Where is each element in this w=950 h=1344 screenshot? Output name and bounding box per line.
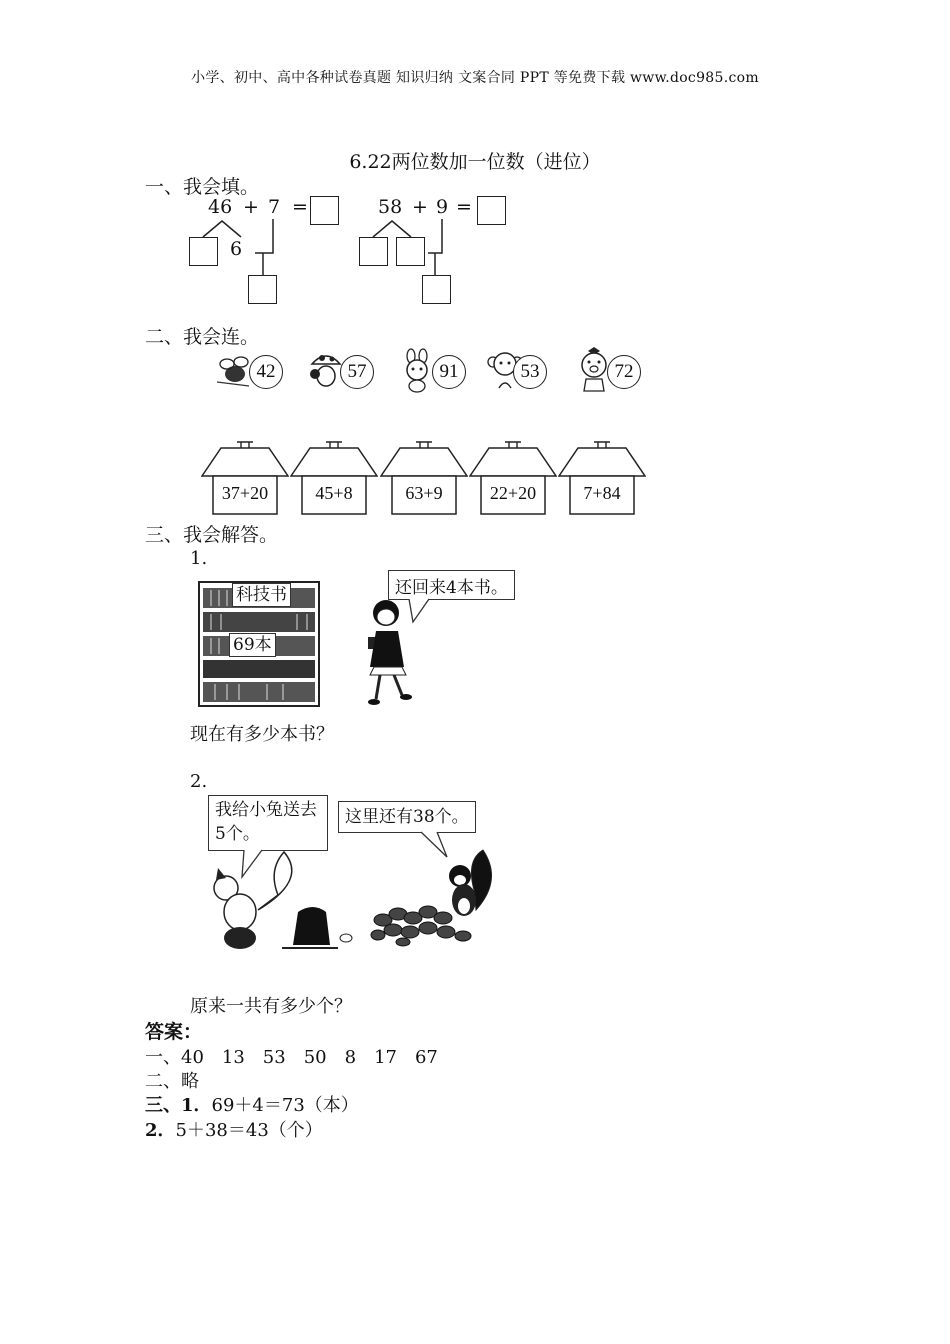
- bee-animal-icon: [213, 352, 253, 392]
- rabbit-animal-icon: [398, 348, 436, 394]
- problem1-sum-box[interactable]: [248, 275, 277, 304]
- problem1-op: +: [243, 196, 259, 218]
- answers-line-3: [145, 1091, 359, 1117]
- problem1-b: 7: [268, 196, 281, 218]
- problem2-a: 58: [378, 196, 403, 218]
- problem2-b: 9: [436, 196, 449, 218]
- problem1-split-box[interactable]: [189, 237, 218, 266]
- answers-line-4-text: 5＋38＝43（个）: [175, 1120, 323, 1141]
- page-title: 6.22两位数加一位数（进位）: [349, 151, 601, 173]
- q2-speech-bubble-right: 这里还有38个。: [338, 801, 476, 833]
- answers-line-4: [145, 1116, 323, 1142]
- answers-line-3-prefix: 三、1．: [145, 1095, 212, 1116]
- q1-bubble-tail: [405, 598, 435, 626]
- house-label-2[interactable]: 45+8: [315, 483, 353, 503]
- number-ball-5[interactable]: 72: [607, 355, 641, 389]
- squirrels-and-pinecones-illustration: [198, 840, 498, 955]
- house-icon-4: [469, 440, 557, 518]
- problem2-eq: =: [456, 196, 472, 218]
- problem1-eq: =: [292, 196, 308, 218]
- q1-number: 1.: [190, 548, 208, 569]
- problem2-answer-box[interactable]: [477, 196, 506, 225]
- q2-question: 原来一共有多少个？: [190, 996, 352, 1017]
- number-ball-1[interactable]: 42: [249, 355, 283, 389]
- q2-number: 2.: [190, 771, 208, 792]
- number-ball-4[interactable]: 53: [513, 355, 547, 389]
- house-label-3[interactable]: 63+9: [405, 483, 443, 503]
- number-ball-2[interactable]: 57: [340, 355, 374, 389]
- house-icon-1: [201, 440, 289, 518]
- problem2-sum-box[interactable]: [422, 275, 451, 304]
- answers-line-2: 二、略: [145, 1071, 199, 1092]
- problem2-split-box-1[interactable]: [359, 237, 388, 266]
- number-ball-3[interactable]: 91: [432, 355, 466, 389]
- house-icon-3: [380, 440, 468, 518]
- problem2-op: +: [412, 196, 428, 218]
- answers-line-3-text: 69＋4＝73（本）: [211, 1095, 359, 1116]
- section2-heading: 二、我会连。: [145, 326, 260, 348]
- answers-heading: 答案：: [145, 1021, 203, 1043]
- problem1-split-shown: 6: [230, 238, 243, 260]
- page-header: 小学、初中、高中各种试卷真题 知识归纳 文案合同 PPT 等免费下载 www.doc985.com: [191, 70, 759, 86]
- section1-heading: 一、我会填。: [145, 176, 260, 198]
- shelf-count: 69本: [229, 633, 276, 657]
- q1-speech-bubble: 还回来4本书。: [388, 570, 515, 600]
- problem1-a: 46: [208, 196, 233, 218]
- house-label-1[interactable]: 37+20: [221, 483, 269, 503]
- section3-heading: 三、我会解答。: [145, 524, 279, 546]
- house-label-4[interactable]: 22+20: [489, 483, 537, 503]
- house-icon-5: [558, 440, 646, 518]
- house-label-5[interactable]: 7+84: [583, 483, 621, 503]
- answers-line-1: 一、40 13 53 50 8 17 67: [145, 1047, 438, 1068]
- answers-line-4-prefix: 2．: [145, 1120, 176, 1141]
- q1-question: 现在有多少本书？: [190, 724, 334, 745]
- q2-speech-bubble-left: 我给小兔送去5个。: [208, 795, 328, 851]
- shelf-label: 科技书: [232, 583, 291, 607]
- problem1-answer-box[interactable]: [310, 196, 339, 225]
- house-icon-2: [290, 440, 378, 518]
- problem2-split-box-2[interactable]: [396, 237, 425, 266]
